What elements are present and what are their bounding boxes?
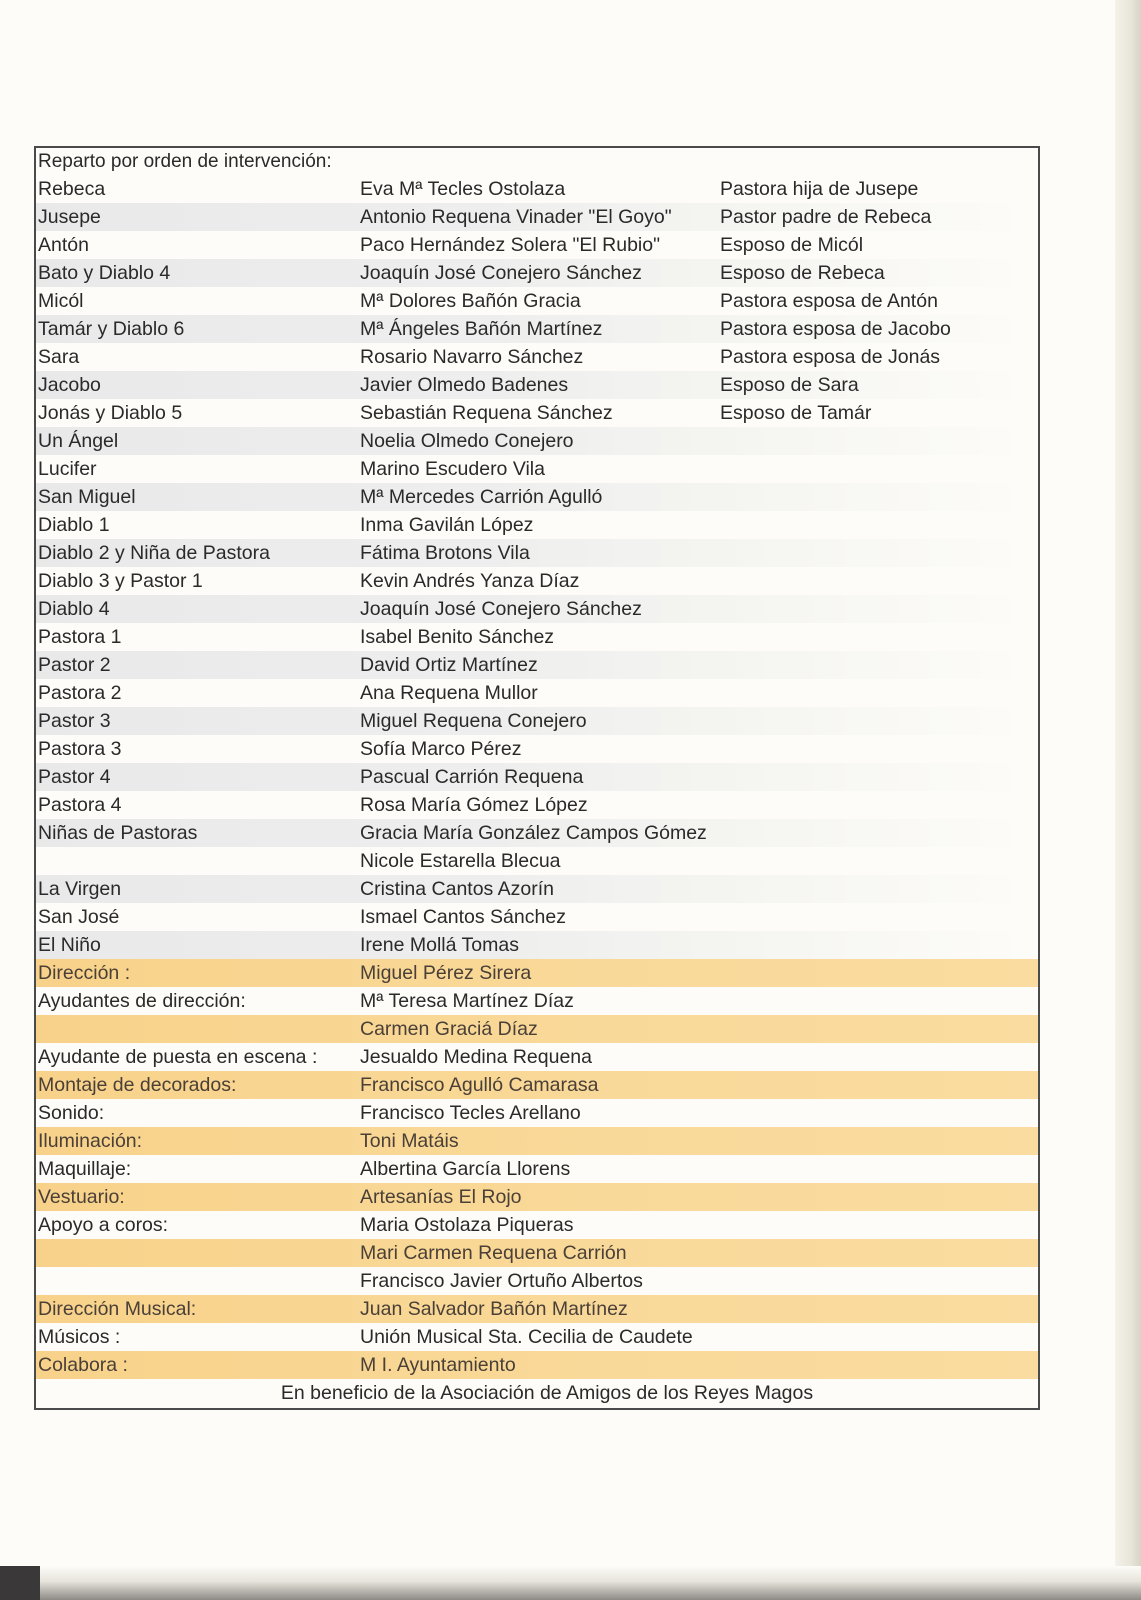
crew-row [36,959,1038,987]
scan-corner [0,1566,40,1600]
cast-actor: Mª Ángeles Bañón Martínez [360,318,603,340]
cast-actor: Miguel Requena Conejero [360,710,587,732]
cast-actor: Rosario Navarro Sánchez [360,346,584,368]
cast-note [720,791,1038,819]
cast-row [36,399,1038,427]
cast-role: Niñas de Pastoras [38,822,198,844]
cast-note [720,819,1038,847]
crew-role: Ayudantes de dirección: [38,990,246,1012]
cast-note: Pastora esposa de Antón [720,290,938,312]
cast-note: Esposo de Tamár [720,402,872,424]
cast-role: San Miguel [38,486,136,508]
cast-note [720,903,1038,931]
cast-row [36,931,1038,959]
crew-row [36,987,1038,1015]
cast-note [720,707,1038,735]
cast-actor: Isabel Benito Sánchez [360,626,555,648]
cast-row [36,315,1038,343]
scan-bottom-shadow [0,1566,1141,1600]
crew-person: Maria Ostolaza Piqueras [360,1214,574,1236]
cast-role: Pastora 1 [38,626,122,648]
cast-note [720,511,1038,539]
cast-role: Lucifer [38,458,97,480]
crew-role: Vestuario: [38,1186,125,1208]
cast-role: Jacobo [38,374,101,396]
cast-row [36,903,1038,931]
cast-row [36,287,1038,315]
cast-role: Diablo 2 y Niña de Pastora [38,542,270,564]
crew-person: Juan Salvador Bañón Martínez [360,1298,628,1320]
cast-note [720,455,1038,483]
crew-role [36,1239,360,1267]
cast-row [36,343,1038,371]
crew-person: Carmen Graciá Díaz [360,1018,538,1040]
cast-note [720,931,1038,959]
cast-row [36,623,1038,651]
crew-role: Sonido: [38,1102,105,1124]
cast-role: San José [38,906,120,928]
crew-row [36,1183,1038,1211]
cast-note [720,623,1038,651]
crew-filler [720,1155,1038,1183]
cast-note [720,595,1038,623]
cast-row [36,679,1038,707]
cast-role: Tamár y Diablo 6 [38,318,185,340]
cast-note [720,735,1038,763]
cast-actor: Ismael Cantos Sánchez [360,906,566,928]
crew-filler [720,1127,1038,1155]
crew-person: Mari Carmen Requena Carrión [360,1242,627,1264]
cast-actor: Cristina Cantos Azorín [360,878,555,900]
cast-role [36,847,360,875]
crew-filler [720,1071,1038,1099]
cast-role: Pastor 4 [38,766,111,788]
cast-actor: Nicole Estarella Blecua [360,850,561,872]
crew-row [36,1099,1038,1127]
cast-row [36,231,1038,259]
crew-row [36,1239,1038,1267]
crew-row [36,1267,1038,1295]
crew-person: Miguel Pérez Sirera [360,962,532,984]
cast-actor: Irene Mollá Tomas [360,934,519,956]
crew-filler [720,1295,1038,1323]
cast-row [36,539,1038,567]
crew-person: Jesualdo Medina Requena [360,1046,593,1068]
crew-person: Artesanías El Rojo [360,1186,522,1208]
cast-note: Esposo de Sara [720,374,859,396]
cast-role: La Virgen [38,878,122,900]
crew-filler [720,1099,1038,1127]
crew-person: Unión Musical Sta. Cecilia de Caudete [360,1326,693,1348]
crew-person: Mª Teresa Martínez Díaz [360,990,574,1012]
crew-filler [720,1043,1038,1071]
cast-row [36,819,1038,847]
cast-role: Rebeca [38,178,106,200]
cast-role: Diablo 1 [38,514,110,536]
cast-note [720,679,1038,707]
cast-row [36,875,1038,903]
cast-actor: Sofía Marco Pérez [360,738,522,760]
cast-rows [36,175,1038,959]
crew-row [36,1155,1038,1183]
crew-row [36,1323,1038,1351]
crew-filler [720,1351,1038,1379]
cast-role: Un Ángel [38,430,119,452]
cast-note [720,483,1038,511]
cast-note: Pastora hija de Jusepe [720,178,919,200]
cast-role: Bato y Diablo 4 [38,262,171,284]
crew-role: Montaje de decorados: [38,1074,237,1096]
cast-row [36,259,1038,287]
crew-filler [720,1183,1038,1211]
crew-row [36,1015,1038,1043]
crew-role: Ayudante de puesta en escena : [38,1046,318,1068]
cast-row [36,427,1038,455]
cast-row [36,791,1038,819]
cast-note [720,567,1038,595]
cast-role: Pastora 4 [38,794,122,816]
cast-note: Pastora esposa de Jonás [720,346,941,368]
cast-role: Jusepe [38,206,101,228]
cast-actor: Antonio Requena Vinader "El Goyo" [360,206,672,228]
cast-actor: Pascual Carrión Requena [360,766,584,788]
page-edge [1115,0,1141,1600]
cast-actor: Noelia Olmedo Conejero [360,430,574,452]
crew-row [36,1295,1038,1323]
crew-row [36,1211,1038,1239]
cast-note: Pastora esposa de Jacobo [720,318,951,340]
cast-row [36,651,1038,679]
crew-filler [720,959,1038,987]
cast-note: Esposo de Micól [720,234,864,256]
cast-note [720,875,1038,903]
cast-role: Jonás y Diablo 5 [38,402,183,424]
crew-role: Dirección : [38,962,131,984]
cast-actor: Rosa María Gómez López [360,794,588,816]
cast-list-table [34,146,1040,1410]
cast-role: Micól [38,290,84,312]
cast-actor: Javier Olmedo Badenes [360,374,569,396]
cast-row [36,595,1038,623]
footer-note: En beneficio de la Asociación de Amigos de los Reyes Magos [280,1382,814,1404]
crew-role: Iluminación: [38,1130,143,1152]
cast-actor: Gracia María González Campos Gómez [360,822,707,844]
cast-role: Diablo 4 [38,598,110,620]
cast-actor: Fátima Brotons Vila [360,542,530,564]
cast-actor: Mª Dolores Bañón Gracia [360,290,581,312]
crew-person: M I. Ayuntamiento [360,1354,516,1376]
cast-note [720,847,1038,875]
crew-filler [720,1211,1038,1239]
cast-role: El Niño [38,934,101,956]
cast-actor: Sebastián Requena Sánchez [360,402,613,424]
crew-role: Colabora : [38,1354,128,1376]
cast-role: Sara [38,346,80,368]
cast-role: Pastor 2 [38,654,111,676]
crew-filler [720,1239,1038,1267]
crew-role: Dirección Musical: [38,1298,197,1320]
crew-filler [720,1267,1038,1295]
cast-note: Esposo de Rebeca [720,262,885,284]
cast-row [36,735,1038,763]
crew-filler [720,987,1038,1015]
cast-role: Pastor 3 [38,710,111,732]
cast-note: Pastor padre de Rebeca [720,206,932,228]
cast-row [36,371,1038,399]
cast-actor: Inma Gavilán López [360,514,534,536]
cast-role: Antón [38,234,89,256]
crew-row [36,1351,1038,1379]
crew-role [36,1267,360,1295]
crew-row [36,1127,1038,1155]
cast-actor: Marino Escudero Vila [360,458,545,480]
cast-row [36,763,1038,791]
crew-role [36,1015,360,1043]
cast-row [36,567,1038,595]
cast-row [36,175,1038,203]
crew-person: Toni Matáis [360,1130,459,1152]
crew-person: Albertina García Llorens [360,1158,571,1180]
cast-heading: Reparto por orden de intervención: [38,151,332,172]
cast-role: Pastora 3 [38,738,122,760]
crew-rows [36,959,1038,1379]
cast-actor: Joaquín José Conejero Sánchez [360,262,642,284]
crew-person: Francisco Tecles Arellano [360,1102,581,1124]
cast-actor: Eva Mª Tecles Ostolaza [360,178,566,200]
crew-row [36,1071,1038,1099]
cast-row [36,511,1038,539]
cast-actor: Mª Mercedes Carrión Agulló [360,486,603,508]
cast-actor: Kevin Andrés Yanza Díaz [360,570,580,592]
crew-person: Francisco Agulló Camarasa [360,1074,599,1096]
cast-note [720,539,1038,567]
cast-actor: Paco Hernández Solera "El Rubio" [360,234,661,256]
cast-role: Diablo 3 y Pastor 1 [38,570,203,592]
cast-row [36,707,1038,735]
crew-role: Músicos : [38,1326,121,1348]
cast-row [36,847,1038,875]
crew-row [36,1043,1038,1071]
cast-note [720,427,1038,455]
cast-actor: David Ortiz Martínez [360,654,538,676]
cast-actor: Ana Requena Mullor [360,682,538,704]
cast-role: Pastora 2 [38,682,122,704]
cast-note [720,651,1038,679]
cast-actor: Joaquín José Conejero Sánchez [360,598,642,620]
crew-role: Maquillaje: [38,1158,132,1180]
crew-filler [720,1323,1038,1351]
cast-note [720,763,1038,791]
cast-row [36,455,1038,483]
crew-role: Apoyo a coros: [38,1214,169,1236]
cast-row [36,483,1038,511]
crew-filler [720,1015,1038,1043]
cast-row [36,203,1038,231]
crew-person: Francisco Javier Ortuño Albertos [360,1270,643,1292]
